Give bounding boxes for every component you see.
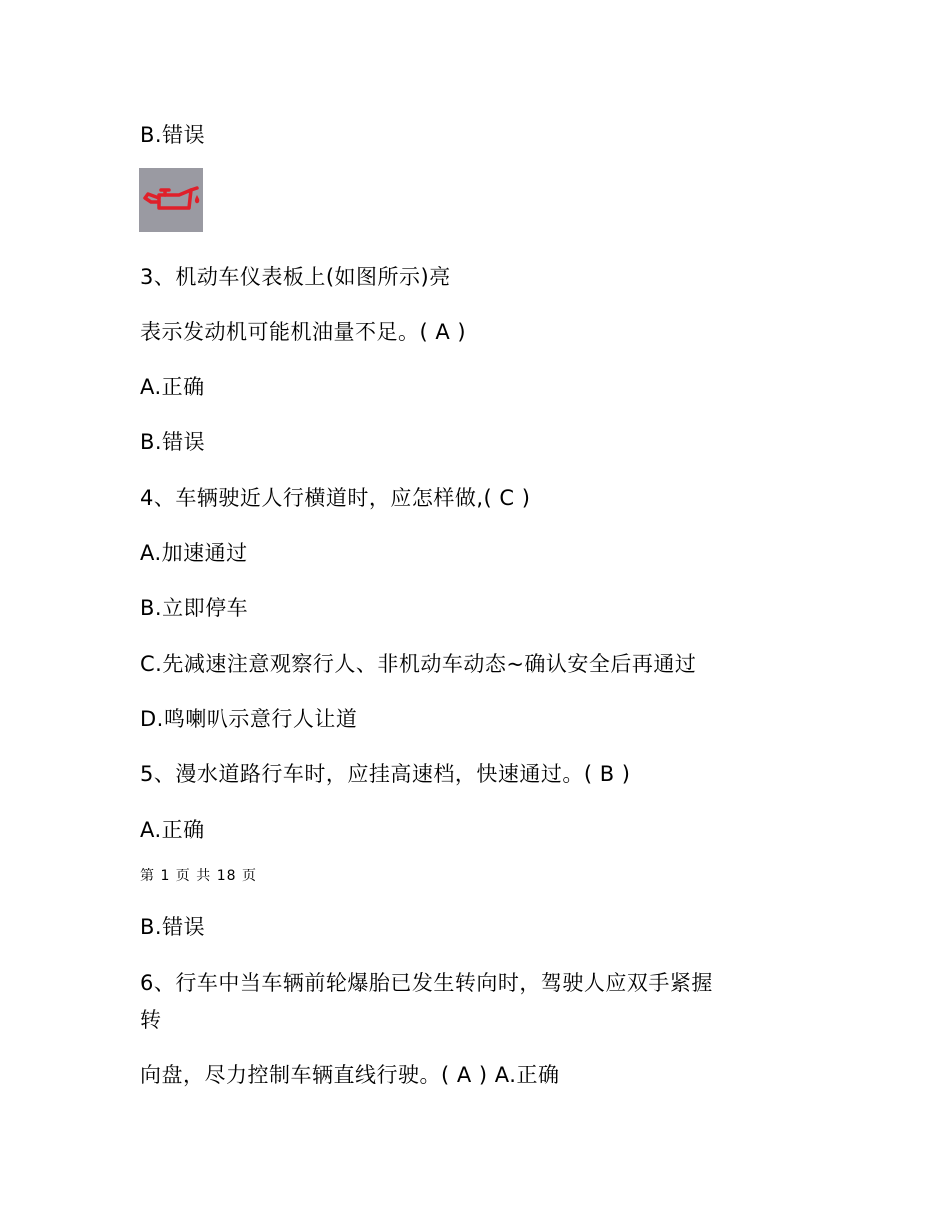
option-d-q4: D.鸣喇叭示意行人让道 — [140, 707, 358, 731]
page-footer: 第 1 页 共 18 页 — [140, 868, 257, 884]
question-5: 5、漫水道路行车时，应挂高速档，快速通过。( B ) — [140, 762, 631, 786]
question-3-line-2: 表示发动机可能机油量不足。( A ) — [140, 320, 467, 344]
question-3-line-1: 3、机动车仪表板上(如图所示)亮 — [140, 265, 451, 289]
question-6-line-1: 6、行车中当车辆前轮爆胎已发生转向时，驾驶人应双手紧握 — [140, 971, 713, 995]
option-a-q4: A.加速通过 — [140, 541, 248, 565]
question-6-line-2: 转 — [140, 1008, 162, 1032]
question-6-line-3: 向盘，尽力控制车辆直线行驶。( A ) A.正确 — [140, 1063, 560, 1087]
option-a-correct-q5: A.正确 — [140, 818, 205, 842]
option-c-q4: C.先减速注意观察行人、非机动车动态~确认安全后再通过 — [140, 652, 697, 676]
option-a-correct-q3: A.正确 — [140, 375, 205, 399]
question-4: 4、车辆驶近人行横道时，应怎样做,( C ) — [140, 486, 531, 510]
oil-pressure-warning-icon — [139, 168, 203, 232]
option-b-wrong-q2: B.错误 — [140, 123, 206, 147]
option-b-wrong-q3: B.错误 — [140, 430, 206, 454]
option-b-q4: B.立即停车 — [140, 596, 249, 620]
option-b-wrong-q5: B.错误 — [140, 915, 206, 939]
